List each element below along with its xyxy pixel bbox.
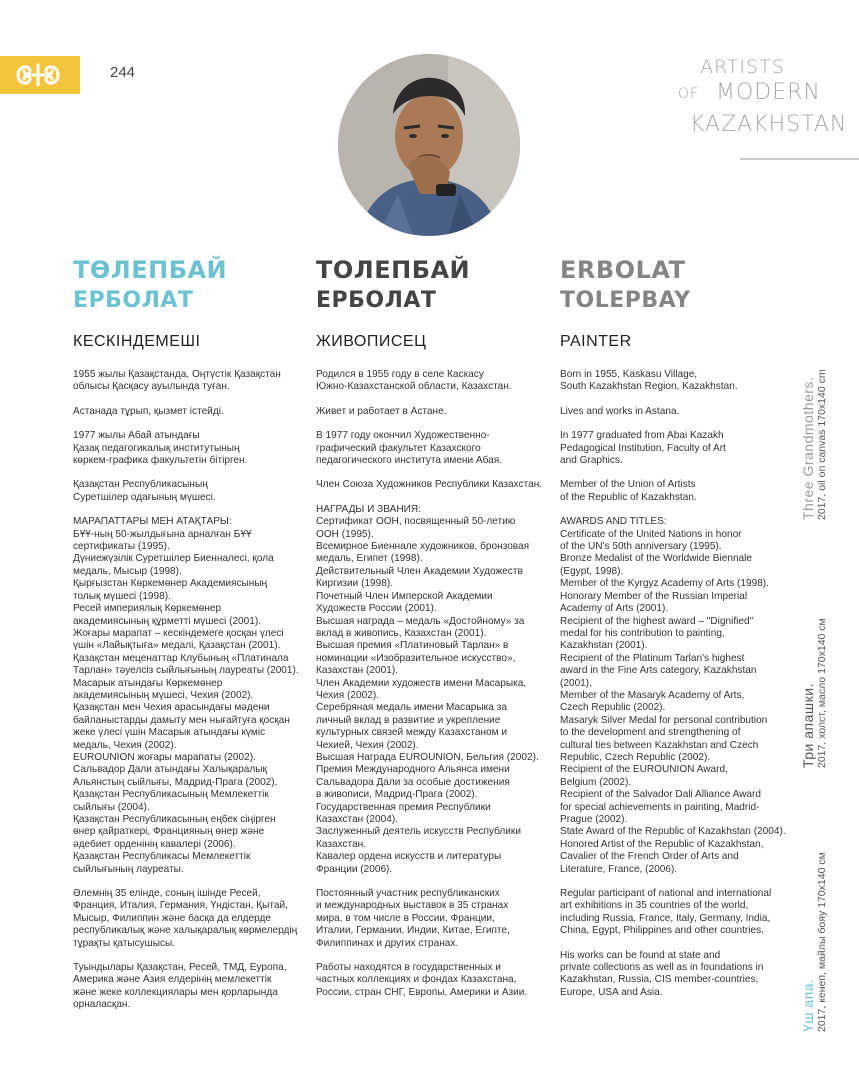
text-line: Казахстан (2004). (316, 813, 398, 825)
text-line: Чехией, Чехия (2002). (316, 738, 419, 751)
text-line: Живет и работает в Астане. (316, 404, 447, 417)
text-line: ООН (1995). (316, 527, 374, 540)
text-line: МАРАПАТТАРЫ МЕН АТАҚТАРЫ: (73, 515, 232, 528)
caption-title: Three Grandmothers. (800, 376, 816, 520)
awards-paragraph (73, 515, 299, 875)
portrait-illustration (338, 54, 520, 236)
text-line: үшін «Лайықтыға» медалі, Қазақстан (2001). (73, 639, 281, 652)
text-line: Кавалер ордена искусств и литературы (316, 850, 502, 863)
text-line: Literature, France, (2006). (560, 862, 678, 875)
text-line: Почетный Член Имперской Академии (316, 589, 493, 602)
bio-paragraph (560, 368, 786, 393)
text-line: South Kazakhstan Region, Kazakhstan. (560, 380, 738, 393)
text-line: Франции (2006). (316, 862, 393, 875)
text-line: Lives and works in Astana. (560, 404, 680, 417)
bio-paragraph (73, 887, 299, 949)
bio-paragraph (316, 405, 542, 417)
text-line: культурных связей между Казахстаном и (316, 726, 507, 739)
bio-paragraph (560, 405, 786, 417)
text-line: Cavalier of the French Order of Arts and (560, 850, 739, 863)
caption-title: Три апашки. (800, 683, 816, 768)
text-line: личный вклад в развитие и укрепление (316, 713, 501, 726)
text-line: Recipient of the EUROUNION Award, (560, 763, 728, 776)
text-line: Альянстың сыйлығы, Мадрид-Прага (2002). (73, 775, 278, 788)
russian-surname: ТОЛЕПБАЙ (316, 256, 471, 284)
brand-line-kazakhstan: KAZAKHSTAN (690, 112, 848, 137)
text-line: Ресей империялық Көркемөнер (73, 602, 222, 615)
bio-paragraph (560, 949, 786, 999)
text-line: көркем-графика факультетін бітірген. (73, 454, 248, 467)
text-line: Всемирное Биеннале художников, бронзовая (316, 540, 530, 553)
brand-line-modern: MODERN (716, 80, 821, 105)
kazakh-heading (73, 254, 227, 351)
text-line: China, Egypt, Philippines and other countries. (560, 924, 764, 937)
russian-role: ЖИВОПИСЕЦ (316, 333, 427, 350)
text-line: вклад в живопись, Казахстан (2001). (316, 626, 487, 639)
text-line: Certificate of the United Nations in honor (560, 527, 742, 540)
text-line: Казахстан (2001). (316, 664, 398, 677)
kazakh-role: КЕСКІНДЕМЕШІ (73, 333, 201, 350)
text-line: art exhibitions in 35 countries of the world, (560, 899, 749, 912)
caption-details: 2017, кенеп, майлы бояу 170x140 см (816, 852, 828, 1032)
text-line: Киргизии (1998). (316, 577, 394, 590)
text-line: Сертификат ООН, посвященный 50-летию (316, 515, 516, 528)
kazakh-surname: ТӨЛЕПБАЙ (73, 256, 228, 284)
text-line: Қазақстан Республикасы Мемлекеттік (73, 850, 251, 863)
kazakh-ornament-icon (12, 59, 64, 91)
text-line: Honorary Member of the Russian Imperial (560, 589, 748, 602)
english-biography (560, 368, 786, 1010)
text-line: AWARDS AND TITLES: (560, 515, 667, 528)
english-given-name: ERBOLAT (560, 256, 686, 284)
kazakh-given-name: ЕРБОЛАТ (73, 288, 194, 313)
text-line: (Egypt, 1998). (560, 564, 624, 577)
text-line: Қазақстан Республикасының еңбек сіңірген (73, 813, 276, 825)
text-line: медаль, Чехия (2002). (73, 738, 177, 751)
text-line: педагогического института имени Абая. (316, 454, 503, 467)
text-line: EUROUNION жоғары марапаты (2002). (73, 750, 256, 763)
caption-details: 2017, холст, масло 170x140 см (816, 618, 828, 768)
text-line: в живописи, Мадрид-Прага (2002). (316, 788, 478, 801)
text-line: Honored Artist of the Republic of Kazakhstan, (560, 837, 764, 850)
text-line: Prague (2002). (560, 813, 628, 825)
text-line: Әлемнің 35 елінде, соның ішінде Ресей, (73, 887, 261, 900)
text-line: және жеке коллекциялары мен қорларында (73, 985, 278, 998)
text-line: России, стран СНГ, Европы, Америки и Азии. (316, 985, 528, 998)
text-line: Суретшілер одағының мүшесі. (73, 490, 216, 503)
bio-paragraph (560, 887, 786, 937)
text-line: 1977 жылы Абай атындағы (73, 429, 200, 442)
bio-paragraph (73, 368, 299, 393)
text-line: Высшая награда – медаль «Достойному» за (316, 614, 525, 627)
text-line: тұрақты қатысушысы. (73, 936, 176, 949)
text-line: әдебиет орденінің кавалері (2006). (73, 837, 236, 850)
text-line: БҰҰ-ның 50-жылдығына арналған БҰҰ (73, 527, 252, 540)
russian-heading (316, 254, 470, 351)
text-line: Действительный Член Академии Художеств (316, 564, 523, 577)
text-line: Member of the Kyrgyz Academy of Arts (1998). (560, 577, 769, 590)
text-line: академиясының құрметті мүшесі (2001). (73, 614, 262, 627)
text-line: толық мүшесі (1998). (73, 589, 171, 602)
ornament-tab (0, 56, 80, 94)
text-line: Czech Republic (2002). (560, 701, 666, 714)
text-line: Қазақстан Республикасының Мемлекеттік (73, 788, 269, 801)
caption-russian (800, 618, 828, 768)
text-line: медаль, Египет (1998). (316, 552, 423, 565)
text-line: өнер қайраткері, Францияның өнер және (73, 825, 265, 838)
text-line: In 1977 graduated from Abai Kazakh (560, 429, 724, 442)
text-line: Южно-Казахстанской области, Казахстан. (316, 380, 512, 393)
text-line: Туындылары Қазақстан, Ресей, ТМД, Еуропа, (73, 961, 287, 974)
text-line: Высшая премия «Платиновый Тарлан» в (316, 639, 509, 652)
text-line: Recipient of the highest award – "Dignified" (560, 614, 754, 627)
text-line: сертификаты (1995). (73, 540, 170, 553)
text-line: Қазақстан Республикасының (73, 478, 208, 491)
text-line: Kazakhstan (2001). (560, 639, 648, 652)
english-role: PAINTER (560, 333, 632, 350)
text-line: award in the Fine Arts category, Kazakhstan (560, 664, 757, 677)
text-line: Дүниежүзілік Суретшілер Биенналесі, қола (73, 552, 274, 565)
text-line: Сальвадор Дали атындағы Халықаралық (73, 763, 267, 776)
text-line: республикалық және халықаралық көрмелердің (73, 924, 298, 937)
text-line: и международных выставок в 35 странах (316, 899, 509, 912)
text-line: Член Академии художеств имени Масарыка, (316, 676, 527, 689)
bio-paragraph (316, 368, 542, 393)
bio-paragraph (316, 961, 542, 998)
text-line: Born in 1955, Kaskasu Village, (560, 368, 698, 380)
text-line: Қазақ педагогикалық институтының (73, 441, 240, 454)
text-line: medal for his contribution to painting, (560, 626, 725, 639)
text-line: Belgium (2002). (560, 775, 632, 788)
text-line: Recipient of the Platinum Tarlan's highest (560, 651, 745, 664)
awards-paragraph (560, 515, 786, 875)
text-line: сыйлығы (2004). (73, 800, 150, 813)
text-line: сыйлығының лауреаты. (73, 862, 184, 875)
text-line: Қазақстан меценаттар Клубының «Платинала (73, 651, 289, 664)
text-line: Recipient of the Salvador Dali Alliance Award (560, 788, 761, 801)
text-line: Член Союза Художников Республики Казахстан. (316, 478, 543, 491)
brand-line-artists: ARTISTS (700, 56, 785, 78)
text-line: including Russia, France, Italy, Germany, India, (560, 911, 771, 924)
text-line: Europe, USA and Asia. (560, 985, 663, 998)
russian-given-name: ЕРБОЛАТ (316, 288, 437, 313)
text-line: орналасқан. (73, 998, 131, 1011)
text-line: жеке үлесі үшін Масарык атындағы күміс (73, 726, 266, 739)
text-line: облысы Қасқасу ауылында туған. (73, 380, 230, 393)
text-line: графический факультет Казахского (316, 441, 481, 454)
russian-biography (316, 368, 542, 1010)
text-line: to the development and strengthening of (560, 726, 741, 739)
text-line: Художеств России (2001). (316, 602, 437, 615)
text-line: and Graphics. (560, 454, 623, 467)
text-line: Kazakhstan, Russia, CIS member-countries, (560, 973, 759, 986)
text-line: Италии, Германии, Индии, Китае, Египте, (316, 924, 510, 937)
bio-paragraph (73, 429, 299, 466)
caption-kazakh (800, 852, 828, 1032)
text-line: байланыстарды дамыту мен нығайтуға қосқан (73, 713, 290, 726)
text-line: Премия Международного Альянса имени (316, 763, 510, 776)
text-line: Высшая Награда EUROUNION, Бельгия (2002). (316, 750, 539, 763)
caption-title: Үш апа. (800, 978, 816, 1032)
text-line: Republic, Czech Republic (2002). (560, 750, 711, 763)
bio-paragraph (316, 478, 542, 490)
text-line: Pedagogical Institution, Faculty of Art (560, 441, 726, 454)
english-surname: TOLEPBAY (560, 288, 691, 313)
page-number: 244 (110, 64, 136, 81)
text-line: Родился в 1955 году в селе Каскасу (316, 368, 484, 380)
caption-details: 2017, oil on canvas 170x140 cm (816, 369, 828, 520)
text-line: Работы находятся в государственных и (316, 961, 501, 974)
awards-paragraph (316, 503, 542, 875)
text-line: State Award of the Republic of Kazakhstan (2004). (560, 825, 786, 838)
text-line: cultural ties between Kazakhstan and Czech (560, 738, 759, 751)
text-line: Масарык атындағы Көркемөнер (73, 676, 223, 689)
bio-paragraph (73, 478, 299, 503)
text-line: Academy of Arts (2001). (560, 602, 669, 615)
text-line: Франция, Италия, Германия, Үндістан, Қытай, (73, 899, 288, 912)
text-line: Қазақстан мен Чехия арасындағы мәдени (73, 701, 270, 714)
text-line: Америка және Азия елдерінің мемлекеттік (73, 973, 272, 986)
bio-paragraph (316, 887, 542, 949)
bio-paragraph (560, 429, 786, 466)
text-line: Серебряная медаль имени Масарыка за (316, 701, 507, 714)
text-line: Сальвадора Дали за особые достижения (316, 775, 510, 788)
bio-paragraph (316, 429, 542, 466)
text-line: Мысыр, Филиппин және басқа да елдерде (73, 911, 271, 924)
text-line: Астанада тұрып, қызмет істейді. (73, 404, 224, 417)
artist-portrait (338, 54, 520, 236)
text-line: Постоянный участник республиканских (316, 887, 500, 900)
text-line: of the Republic of Kazakhstan. (560, 490, 697, 503)
text-line: of the UN's 50th anniversary (1995). (560, 540, 722, 553)
text-line: мира, в том числе в России, Франции, (316, 911, 495, 924)
text-line: Чехия (2002). (316, 688, 379, 701)
text-line: Казахстан. (316, 837, 367, 850)
english-heading (560, 254, 691, 351)
text-line: 1955 жылы Қазақстанда, Оңтүстік Қазақстан (73, 368, 281, 380)
text-line: частных коллекциях и фондах Казахстана, (316, 973, 517, 986)
text-line: Member of the Union of Artists (560, 478, 696, 491)
bio-paragraph (73, 961, 299, 1011)
text-line: НАГРАДЫ И ЗВАНИЯ: (316, 502, 421, 515)
kazakh-biography (73, 368, 299, 1023)
text-line: В 1977 году окончил Художественно- (316, 429, 490, 442)
text-line: Regular participant of national and international (560, 887, 772, 900)
text-line: Member of the Masaryk Academy of Arts, (560, 688, 745, 701)
text-line: (2001). (560, 676, 592, 689)
text-line: Тарлан» тәуелсіз сыйлығының лауреаты (2001). (73, 664, 299, 677)
text-line: номинации «Изобразительное искусство», (316, 651, 516, 664)
text-line: Филиппинах и других странах. (316, 936, 459, 949)
brand-divider (740, 158, 859, 160)
bio-paragraph (73, 405, 299, 417)
text-line: академиясының мүшесі, Чехия (2002). (73, 688, 254, 701)
caption-english (800, 369, 828, 520)
text-line: Заслуженный деятель искусств Республики (316, 825, 521, 838)
brand-logo (674, 56, 848, 156)
text-line: Bronze Medalist of the Worldwide Biennale (560, 552, 752, 565)
text-line: медаль, Мысыр (1998). (73, 564, 182, 577)
text-line: Жоғары марапат – кескіндемеге қосқан үлесі (73, 626, 284, 639)
text-line: private collections as well as in foundations in (560, 961, 764, 974)
text-line: His works can be found at state and (560, 948, 721, 961)
text-line: for special achievements in painting, Madrid- (560, 800, 760, 813)
bio-paragraph (560, 478, 786, 503)
brand-line-of: OF (678, 86, 700, 102)
text-line: Masaryk Silver Medal for personal contribution (560, 713, 768, 726)
text-line: Қырғызстан Көркемөнер Академиясының (73, 577, 268, 590)
text-line: Государственная премия Республики (316, 800, 491, 813)
